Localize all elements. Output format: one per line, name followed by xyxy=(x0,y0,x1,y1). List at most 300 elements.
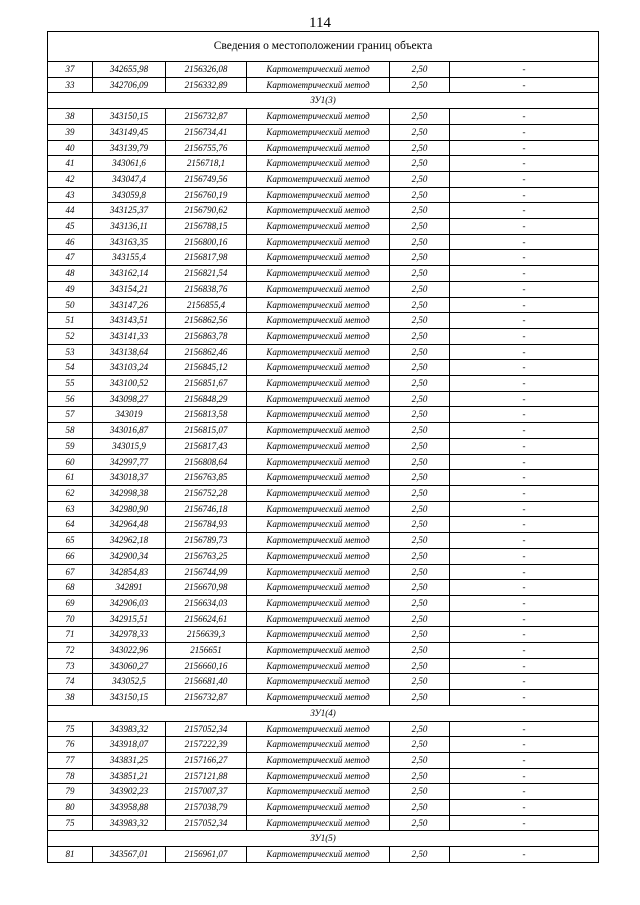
method: Картометрический метод xyxy=(247,376,390,392)
method: Картометрический метод xyxy=(247,517,390,533)
point-number: 44 xyxy=(48,203,93,219)
y-coordinate: 2156788,15 xyxy=(166,219,247,235)
x-coordinate: 343163,35 xyxy=(93,234,166,250)
x-coordinate: 343154,21 xyxy=(93,281,166,297)
point-number: 43 xyxy=(48,187,93,203)
table-row xyxy=(48,784,599,800)
y-coordinate: 2157038,79 xyxy=(166,800,247,816)
accuracy: 2,50 xyxy=(390,77,450,93)
y-coordinate: 2156855,4 xyxy=(166,297,247,313)
section-label: ЗУ1(4) xyxy=(48,705,599,721)
y-coordinate: 2157052,34 xyxy=(166,721,247,737)
accuracy: 2,50 xyxy=(390,187,450,203)
method: Картометрический метод xyxy=(247,643,390,659)
description: - xyxy=(450,391,599,407)
table-row xyxy=(48,423,599,439)
method: Картометрический метод xyxy=(247,815,390,831)
x-coordinate: 343918,07 xyxy=(93,737,166,753)
x-coordinate: 343136,11 xyxy=(93,219,166,235)
y-coordinate: 2156815,07 xyxy=(166,423,247,439)
x-coordinate: 343147,26 xyxy=(93,297,166,313)
description: - xyxy=(450,266,599,282)
description: - xyxy=(450,737,599,753)
x-coordinate: 343150,15 xyxy=(93,109,166,125)
description: - xyxy=(450,815,599,831)
description: - xyxy=(450,344,599,360)
method: Картометрический метод xyxy=(247,328,390,344)
description: - xyxy=(450,376,599,392)
accuracy: 2,50 xyxy=(390,533,450,549)
accuracy: 2,50 xyxy=(390,815,450,831)
table-row xyxy=(48,250,599,266)
table-row xyxy=(48,564,599,580)
table-row xyxy=(48,737,599,753)
description: - xyxy=(450,580,599,596)
description: - xyxy=(450,501,599,517)
description: - xyxy=(450,674,599,690)
point-number: 69 xyxy=(48,595,93,611)
method: Картометрический метод xyxy=(247,234,390,250)
x-coordinate: 343060,27 xyxy=(93,658,166,674)
table-row xyxy=(48,407,599,423)
method: Картометрический метод xyxy=(247,124,390,140)
y-coordinate: 2156651 xyxy=(166,643,247,659)
accuracy: 2,50 xyxy=(390,485,450,501)
x-coordinate: 343052,5 xyxy=(93,674,166,690)
accuracy: 2,50 xyxy=(390,124,450,140)
table-row xyxy=(48,643,599,659)
method: Картометрический метод xyxy=(247,721,390,737)
accuracy: 2,50 xyxy=(390,171,450,187)
description: - xyxy=(450,690,599,706)
description: - xyxy=(450,454,599,470)
accuracy: 2,50 xyxy=(390,721,450,737)
method: Картометрический метод xyxy=(247,171,390,187)
y-coordinate: 2156763,25 xyxy=(166,548,247,564)
x-coordinate: 342706,09 xyxy=(93,77,166,93)
point-number: 45 xyxy=(48,219,93,235)
y-coordinate: 2156784,93 xyxy=(166,517,247,533)
y-coordinate: 2156718,1 xyxy=(166,156,247,172)
y-coordinate: 2156862,56 xyxy=(166,313,247,329)
y-coordinate: 2157007,37 xyxy=(166,784,247,800)
description: - xyxy=(450,62,599,78)
y-coordinate: 2156744,99 xyxy=(166,564,247,580)
y-coordinate: 2156624,61 xyxy=(166,611,247,627)
point-number: 71 xyxy=(48,627,93,643)
y-coordinate: 2156639,3 xyxy=(166,627,247,643)
x-coordinate: 342891 xyxy=(93,580,166,596)
y-coordinate: 2156808,64 xyxy=(166,454,247,470)
table-row xyxy=(48,454,599,470)
table-row xyxy=(48,800,599,816)
y-coordinate: 2156332,89 xyxy=(166,77,247,93)
method: Картометрический метод xyxy=(247,313,390,329)
accuracy: 2,50 xyxy=(390,391,450,407)
method: Картометрический метод xyxy=(247,768,390,784)
y-coordinate: 2156863,78 xyxy=(166,328,247,344)
point-number: 41 xyxy=(48,156,93,172)
point-number: 79 xyxy=(48,784,93,800)
description: - xyxy=(450,234,599,250)
y-coordinate: 2157121,88 xyxy=(166,768,247,784)
y-coordinate: 2156862,46 xyxy=(166,344,247,360)
accuracy: 2,50 xyxy=(390,281,450,297)
x-coordinate: 342978,33 xyxy=(93,627,166,643)
table-row xyxy=(48,171,599,187)
table-row xyxy=(48,752,599,768)
accuracy: 2,50 xyxy=(390,109,450,125)
method: Картометрический метод xyxy=(247,674,390,690)
accuracy: 2,50 xyxy=(390,470,450,486)
description: - xyxy=(450,800,599,816)
table-row xyxy=(48,234,599,250)
y-coordinate: 2157052,34 xyxy=(166,815,247,831)
x-coordinate: 343141,33 xyxy=(93,328,166,344)
accuracy: 2,50 xyxy=(390,674,450,690)
description: - xyxy=(450,124,599,140)
table-row xyxy=(48,297,599,313)
accuracy: 2,50 xyxy=(390,140,450,156)
method: Картометрический метод xyxy=(247,266,390,282)
point-number: 62 xyxy=(48,485,93,501)
y-coordinate: 2156961,07 xyxy=(166,847,247,863)
accuracy: 2,50 xyxy=(390,768,450,784)
y-coordinate: 2156790,62 xyxy=(166,203,247,219)
y-coordinate: 2156670,98 xyxy=(166,580,247,596)
x-coordinate: 343139,79 xyxy=(93,140,166,156)
point-number: 61 xyxy=(48,470,93,486)
table-row xyxy=(48,344,599,360)
section-label: ЗУ1(5) xyxy=(48,831,599,847)
table-title: Сведения о местоположении границ объекта xyxy=(48,32,599,62)
point-number: 39 xyxy=(48,124,93,140)
table-row xyxy=(48,266,599,282)
table-row xyxy=(48,658,599,674)
accuracy: 2,50 xyxy=(390,517,450,533)
point-number: 40 xyxy=(48,140,93,156)
x-coordinate: 343143,51 xyxy=(93,313,166,329)
x-coordinate: 342997,77 xyxy=(93,454,166,470)
accuracy: 2,50 xyxy=(390,360,450,376)
y-coordinate: 2156800,16 xyxy=(166,234,247,250)
point-number: 54 xyxy=(48,360,93,376)
table-row xyxy=(48,77,599,93)
method: Картометрический метод xyxy=(247,611,390,627)
method: Картометрический метод xyxy=(247,752,390,768)
y-coordinate: 2156763,85 xyxy=(166,470,247,486)
method: Картометрический метод xyxy=(247,423,390,439)
method: Картометрический метод xyxy=(247,281,390,297)
accuracy: 2,50 xyxy=(390,784,450,800)
accuracy: 2,50 xyxy=(390,564,450,580)
accuracy: 2,50 xyxy=(390,234,450,250)
method: Картометрический метод xyxy=(247,580,390,596)
description: - xyxy=(450,595,599,611)
table-row xyxy=(48,548,599,564)
point-number: 66 xyxy=(48,548,93,564)
x-coordinate: 343125,37 xyxy=(93,203,166,219)
accuracy: 2,50 xyxy=(390,266,450,282)
point-number: 63 xyxy=(48,501,93,517)
method: Картометрический метод xyxy=(247,454,390,470)
method: Картометрический метод xyxy=(247,784,390,800)
y-coordinate: 2156732,87 xyxy=(166,690,247,706)
y-coordinate: 2157222,39 xyxy=(166,737,247,753)
x-coordinate: 343983,32 xyxy=(93,815,166,831)
method: Картометрический метод xyxy=(247,156,390,172)
description: - xyxy=(450,643,599,659)
table-row xyxy=(48,721,599,737)
table-row xyxy=(48,501,599,517)
point-number: 37 xyxy=(48,62,93,78)
table-row xyxy=(48,485,599,501)
accuracy: 2,50 xyxy=(390,454,450,470)
point-number: 64 xyxy=(48,517,93,533)
x-coordinate: 342998,38 xyxy=(93,485,166,501)
y-coordinate: 2156634,03 xyxy=(166,595,247,611)
x-coordinate: 343100,52 xyxy=(93,376,166,392)
method: Картометрический метод xyxy=(247,407,390,423)
table-row xyxy=(48,109,599,125)
method: Картометрический метод xyxy=(247,470,390,486)
point-number: 73 xyxy=(48,658,93,674)
table-row xyxy=(48,470,599,486)
x-coordinate: 342962,18 xyxy=(93,533,166,549)
y-coordinate: 2156326,08 xyxy=(166,62,247,78)
x-coordinate: 342915,51 xyxy=(93,611,166,627)
table-row xyxy=(48,815,599,831)
accuracy: 2,50 xyxy=(390,423,450,439)
method: Картометрический метод xyxy=(247,690,390,706)
x-coordinate: 343567,01 xyxy=(93,847,166,863)
method: Картометрический метод xyxy=(247,548,390,564)
description: - xyxy=(450,407,599,423)
point-number: 56 xyxy=(48,391,93,407)
accuracy: 2,50 xyxy=(390,752,450,768)
accuracy: 2,50 xyxy=(390,438,450,454)
x-coordinate: 342854,83 xyxy=(93,564,166,580)
method: Картометрический метод xyxy=(247,627,390,643)
method: Картометрический метод xyxy=(247,533,390,549)
description: - xyxy=(450,752,599,768)
method: Картометрический метод xyxy=(247,140,390,156)
point-number: 72 xyxy=(48,643,93,659)
table-row xyxy=(48,140,599,156)
accuracy: 2,50 xyxy=(390,658,450,674)
description: - xyxy=(450,140,599,156)
x-coordinate: 343016,87 xyxy=(93,423,166,439)
x-coordinate: 342655,98 xyxy=(93,62,166,78)
accuracy: 2,50 xyxy=(390,376,450,392)
description: - xyxy=(450,517,599,533)
accuracy: 2,50 xyxy=(390,313,450,329)
x-coordinate: 343983,32 xyxy=(93,721,166,737)
y-coordinate: 2156838,76 xyxy=(166,281,247,297)
accuracy: 2,50 xyxy=(390,156,450,172)
method: Картометрический метод xyxy=(247,203,390,219)
method: Картометрический метод xyxy=(247,219,390,235)
point-number: 38 xyxy=(48,690,93,706)
method: Картометрический метод xyxy=(247,800,390,816)
description: - xyxy=(450,187,599,203)
table-row xyxy=(48,533,599,549)
point-number: 46 xyxy=(48,234,93,250)
section-label: ЗУ1(3) xyxy=(48,93,599,109)
description: - xyxy=(450,658,599,674)
method: Картометрический метод xyxy=(247,485,390,501)
y-coordinate: 2156752,28 xyxy=(166,485,247,501)
x-coordinate: 342964,48 xyxy=(93,517,166,533)
point-number: 80 xyxy=(48,800,93,816)
accuracy: 2,50 xyxy=(390,328,450,344)
x-coordinate: 343047,4 xyxy=(93,171,166,187)
method: Картометрический метод xyxy=(247,564,390,580)
point-number: 75 xyxy=(48,815,93,831)
point-number: 67 xyxy=(48,564,93,580)
y-coordinate: 2156660,16 xyxy=(166,658,247,674)
description: - xyxy=(450,250,599,266)
point-number: 55 xyxy=(48,376,93,392)
x-coordinate: 343018,37 xyxy=(93,470,166,486)
x-coordinate: 343958,88 xyxy=(93,800,166,816)
method: Картометрический метод xyxy=(247,360,390,376)
y-coordinate: 2156760,19 xyxy=(166,187,247,203)
accuracy: 2,50 xyxy=(390,407,450,423)
point-number: 58 xyxy=(48,423,93,439)
point-number: 38 xyxy=(48,109,93,125)
table-row xyxy=(48,595,599,611)
x-coordinate: 342900,34 xyxy=(93,548,166,564)
y-coordinate: 2156851,67 xyxy=(166,376,247,392)
description: - xyxy=(450,203,599,219)
point-number: 33 xyxy=(48,77,93,93)
description: - xyxy=(450,438,599,454)
x-coordinate: 343019 xyxy=(93,407,166,423)
point-number: 81 xyxy=(48,847,93,863)
x-coordinate: 343902,23 xyxy=(93,784,166,800)
method: Картометрический метод xyxy=(247,658,390,674)
table-row xyxy=(48,438,599,454)
x-coordinate: 343059,8 xyxy=(93,187,166,203)
section-row xyxy=(48,705,599,721)
table-row xyxy=(48,768,599,784)
point-number: 68 xyxy=(48,580,93,596)
accuracy: 2,50 xyxy=(390,627,450,643)
point-number: 65 xyxy=(48,533,93,549)
accuracy: 2,50 xyxy=(390,690,450,706)
method: Картометрический метод xyxy=(247,391,390,407)
y-coordinate: 2156845,12 xyxy=(166,360,247,376)
y-coordinate: 2156848,29 xyxy=(166,391,247,407)
x-coordinate: 343138,64 xyxy=(93,344,166,360)
x-coordinate: 343022,96 xyxy=(93,643,166,659)
table-row xyxy=(48,313,599,329)
description: - xyxy=(450,109,599,125)
accuracy: 2,50 xyxy=(390,737,450,753)
table-row xyxy=(48,376,599,392)
description: - xyxy=(450,360,599,376)
method: Картометрический метод xyxy=(247,847,390,863)
table-row xyxy=(48,517,599,533)
description: - xyxy=(450,281,599,297)
point-number: 42 xyxy=(48,171,93,187)
method: Картометрический метод xyxy=(247,109,390,125)
x-coordinate: 343098,27 xyxy=(93,391,166,407)
accuracy: 2,50 xyxy=(390,595,450,611)
point-number: 47 xyxy=(48,250,93,266)
description: - xyxy=(450,156,599,172)
description: - xyxy=(450,721,599,737)
description: - xyxy=(450,328,599,344)
point-number: 51 xyxy=(48,313,93,329)
table-row xyxy=(48,360,599,376)
x-coordinate: 343103,24 xyxy=(93,360,166,376)
point-number: 77 xyxy=(48,752,93,768)
point-number: 60 xyxy=(48,454,93,470)
description: - xyxy=(450,611,599,627)
description: - xyxy=(450,171,599,187)
x-coordinate: 342906,03 xyxy=(93,595,166,611)
description: - xyxy=(450,470,599,486)
table-row xyxy=(48,219,599,235)
point-number: 75 xyxy=(48,721,93,737)
method: Картометрический метод xyxy=(247,62,390,78)
description: - xyxy=(450,564,599,580)
description: - xyxy=(450,768,599,784)
description: - xyxy=(450,77,599,93)
point-number: 74 xyxy=(48,674,93,690)
boundary-coordinates-table xyxy=(47,31,599,863)
page-number: 114 xyxy=(309,15,331,31)
y-coordinate: 2156817,43 xyxy=(166,438,247,454)
x-coordinate: 343149,45 xyxy=(93,124,166,140)
y-coordinate: 2156813,58 xyxy=(166,407,247,423)
description: - xyxy=(450,313,599,329)
method: Картометрический метод xyxy=(247,737,390,753)
table-row xyxy=(48,203,599,219)
accuracy: 2,50 xyxy=(390,548,450,564)
description: - xyxy=(450,485,599,501)
x-coordinate: 343061,6 xyxy=(93,156,166,172)
y-coordinate: 2156755,76 xyxy=(166,140,247,156)
point-number: 76 xyxy=(48,737,93,753)
table-row xyxy=(48,187,599,203)
table-row xyxy=(48,580,599,596)
point-number: 48 xyxy=(48,266,93,282)
x-coordinate: 343150,15 xyxy=(93,690,166,706)
x-coordinate: 343831,25 xyxy=(93,752,166,768)
method: Картометрический метод xyxy=(247,250,390,266)
y-coordinate: 2156746,18 xyxy=(166,501,247,517)
accuracy: 2,50 xyxy=(390,847,450,863)
y-coordinate: 2156817,98 xyxy=(166,250,247,266)
point-number: 78 xyxy=(48,768,93,784)
accuracy: 2,50 xyxy=(390,643,450,659)
x-coordinate: 343851,21 xyxy=(93,768,166,784)
table-row xyxy=(48,281,599,297)
y-coordinate: 2156789,73 xyxy=(166,533,247,549)
y-coordinate: 2156821,54 xyxy=(166,266,247,282)
accuracy: 2,50 xyxy=(390,344,450,360)
table-row xyxy=(48,611,599,627)
table-row xyxy=(48,674,599,690)
accuracy: 2,50 xyxy=(390,501,450,517)
method: Картометрический метод xyxy=(247,77,390,93)
description: - xyxy=(450,548,599,564)
section-row xyxy=(48,93,599,109)
accuracy: 2,50 xyxy=(390,219,450,235)
